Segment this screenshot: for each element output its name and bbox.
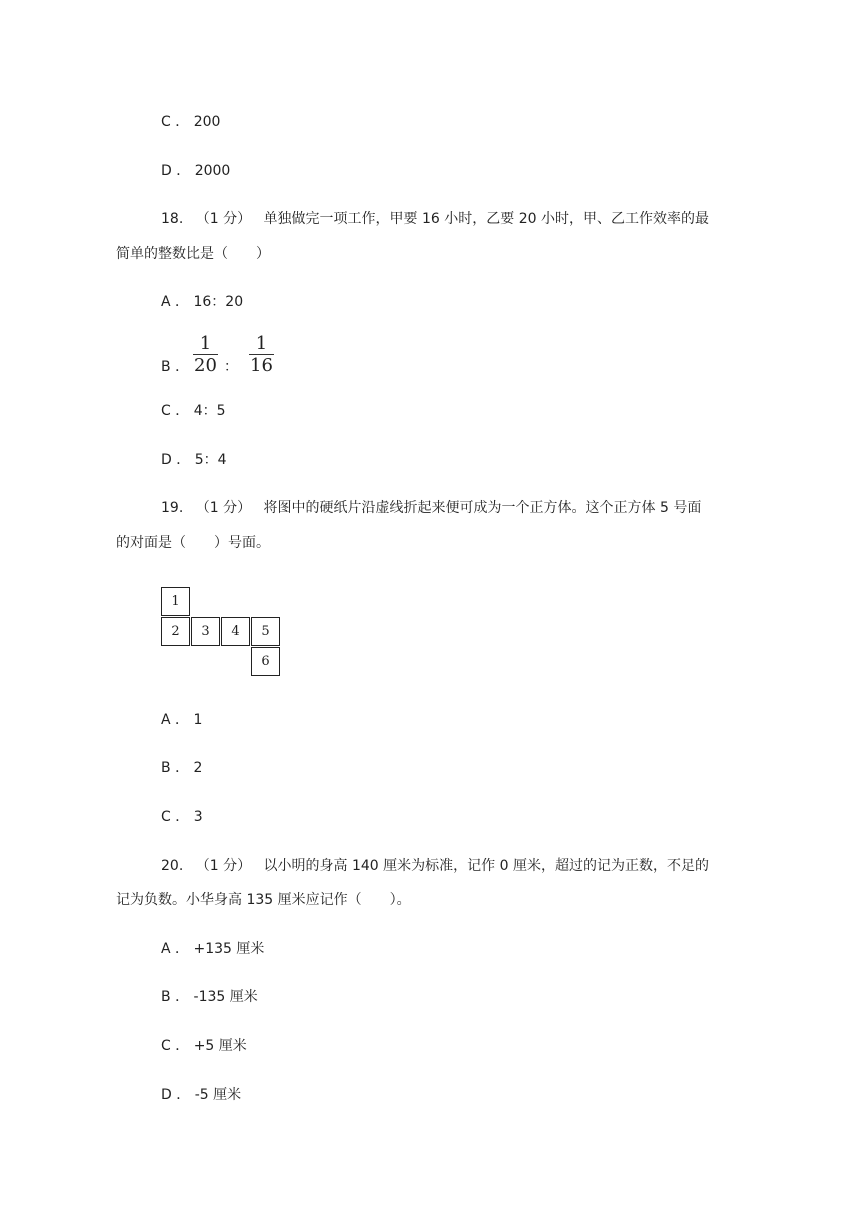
question-text: 的对面是（ ）号面。 — [116, 535, 270, 551]
option-letter: A — [161, 294, 171, 310]
question-score: （1 分） — [195, 500, 252, 516]
option-letter: C — [161, 1038, 171, 1054]
q18-option-b — [161, 357, 189, 377]
q18-stem-line2 — [116, 244, 270, 264]
net-face-2 — [161, 617, 190, 646]
q19-option-c — [161, 807, 203, 827]
option-separator: ． — [175, 712, 190, 728]
face-label: 1 — [171, 594, 180, 609]
option-separator: ． — [175, 403, 190, 419]
q20-option-c — [161, 1036, 247, 1056]
q18-option-d — [161, 450, 227, 470]
face-label: 5 — [261, 624, 270, 639]
ratio-separator — [224, 357, 238, 377]
q19-stem-line2 — [116, 533, 270, 553]
option-separator: ． — [175, 989, 190, 1005]
option-text: 4：5 — [193, 403, 226, 419]
net-face-5 — [251, 617, 280, 646]
question-number: 18. — [161, 211, 184, 227]
option-letter: C — [161, 809, 171, 825]
option-separator: ． — [175, 1038, 190, 1054]
q18-stem-line1 — [161, 209, 709, 229]
option-letter: C — [161, 114, 171, 130]
option-text: 1 — [193, 712, 203, 728]
net-face-1 — [161, 587, 190, 616]
q18-option-a — [161, 292, 243, 312]
option-letter: B — [161, 989, 171, 1005]
q18-option-c — [161, 401, 226, 421]
option-letter: C — [161, 403, 171, 419]
option-text: 2000 — [194, 163, 231, 179]
q19-stem-line1 — [161, 498, 701, 518]
fraction-denominator: 16 — [250, 355, 273, 376]
ratio-colon: ： — [224, 359, 238, 375]
question-text: 将图中的硬纸片沿虚线折起来便可成为一个正方体。这个正方体 5 号面 — [263, 500, 702, 516]
q20-option-b — [161, 987, 258, 1007]
option-separator: ． — [176, 163, 191, 179]
fraction-numerator: 1 — [255, 333, 268, 354]
q20-option-d — [161, 1085, 241, 1105]
option-separator: ． — [175, 294, 190, 310]
question-text: 单独做完一项工作，甲要 16 小时，乙要 20 小时，甲、乙工作效率的最 — [263, 211, 709, 227]
q17-option-d — [161, 161, 230, 181]
option-letter: D — [161, 452, 172, 468]
fraction-denominator: 20 — [194, 355, 217, 376]
option-text: -5 厘米 — [194, 1087, 242, 1103]
face-label: 2 — [171, 624, 180, 639]
option-separator: ． — [175, 941, 190, 957]
face-label: 6 — [261, 654, 270, 669]
q19-option-b — [161, 758, 202, 778]
option-letter: D — [161, 163, 172, 179]
option-text: +5 厘米 — [193, 1038, 247, 1054]
question-text: 记为负数。小华身高 135 厘米应记作（ ）。 — [116, 892, 411, 908]
net-face-3 — [191, 617, 220, 646]
question-number: 20. — [161, 858, 184, 874]
option-letter: A — [161, 712, 171, 728]
question-score: （1 分） — [195, 858, 252, 874]
option-letter: A — [161, 941, 171, 957]
option-text: 5：4 — [194, 452, 227, 468]
question-score: （1 分） — [195, 211, 252, 227]
q20-stem-line2 — [116, 890, 411, 910]
option-letter: B — [161, 359, 171, 375]
net-face-4 — [221, 617, 250, 646]
face-label: 4 — [231, 624, 240, 639]
q20-option-a — [161, 939, 264, 959]
question-number: 19. — [161, 500, 184, 516]
option-separator: ． — [175, 114, 190, 130]
option-letter: B — [161, 760, 171, 776]
option-letter: D — [161, 1087, 172, 1103]
fraction-numerator: 1 — [199, 333, 212, 354]
q17-option-c — [161, 112, 220, 132]
option-text: 200 — [193, 114, 221, 130]
question-text: 简单的整数比是（ ） — [116, 246, 270, 262]
q20-stem-line1 — [161, 856, 709, 876]
face-label: 3 — [201, 624, 210, 639]
question-text: 以小明的身高 140 厘米为标准，记作 0 厘米，超过的记为正数，不足的 — [263, 858, 709, 874]
option-separator: ． — [175, 809, 190, 825]
option-text: 16：20 — [193, 294, 244, 310]
option-separator: ． — [175, 359, 190, 375]
net-face-6 — [251, 647, 280, 676]
option-separator: ． — [176, 452, 191, 468]
option-text: +135 厘米 — [193, 941, 265, 957]
fraction-1-20 — [193, 335, 218, 375]
option-separator: ． — [175, 760, 190, 776]
q19-option-a — [161, 710, 202, 730]
option-separator: ． — [176, 1087, 191, 1103]
option-text: 2 — [193, 760, 203, 776]
fraction-1-16 — [249, 335, 274, 375]
option-text: 3 — [193, 809, 203, 825]
option-text: -135 厘米 — [193, 989, 258, 1005]
